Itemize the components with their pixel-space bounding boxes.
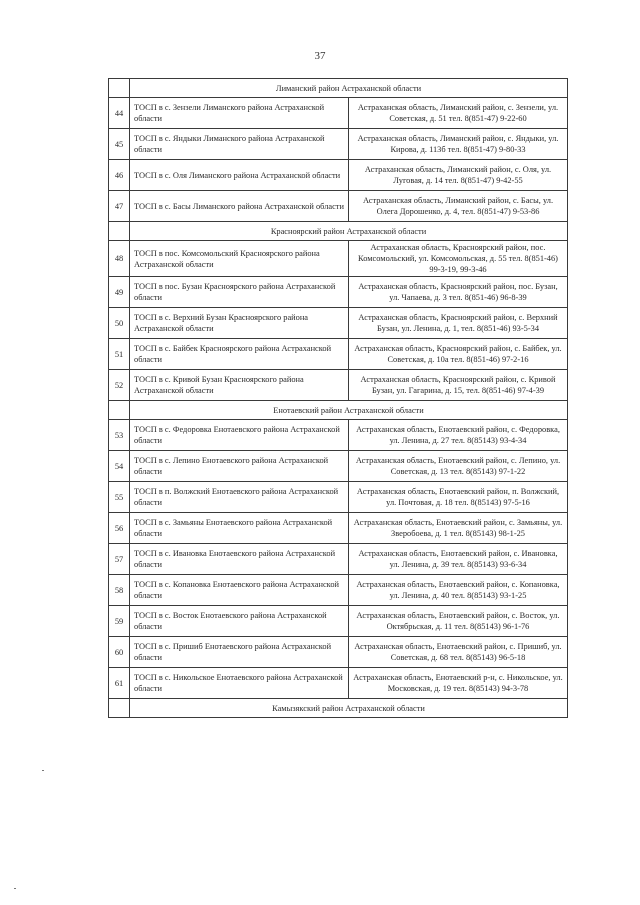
scan-speck <box>42 770 44 771</box>
office-name: ТОСП в с. Никольское Енотаевского района Астраханской области <box>130 668 349 699</box>
row-number: 47 <box>109 191 130 222</box>
office-address: Астраханская область, Енотаевский район, с. Восток, ул. Октябрьская, д. 11 тел. 8(85143) 96-1-76 <box>349 606 568 637</box>
table-row <box>109 129 568 160</box>
row-number: 44 <box>109 98 130 129</box>
row-number: 53 <box>109 420 130 451</box>
office-name: ТОСП в с. Лепино Енотаевского района Астраханской области <box>130 451 349 482</box>
office-address: Астраханская область, Красноярский район, с. Кривой Бузан, ул. Гагарина, д. 15, тел. 8(851-46) 97-4-39 <box>349 370 568 401</box>
table-row <box>109 241 568 277</box>
office-address: Астраханская область, Енотаевский р-н, с. Никольское, ул. Московская, д. 19 тел. 8(85143) 94-3-78 <box>349 668 568 699</box>
table-row <box>109 160 568 191</box>
office-name: ТОСП в пос. Комсомольский Красноярского района Астраханской области <box>130 241 349 277</box>
row-number: 57 <box>109 544 130 575</box>
row-number: 55 <box>109 482 130 513</box>
section-title: Камызякский район Астраханской области <box>130 699 568 718</box>
table-row <box>109 575 568 606</box>
table-row <box>109 668 568 699</box>
row-number: 61 <box>109 668 130 699</box>
row-number: 54 <box>109 451 130 482</box>
office-address: Астраханская область, Енотаевский район, с. Федоровка, ул. Ленина, д. 27 тел. 8(85143) 93-4-34 <box>349 420 568 451</box>
table-row <box>109 482 568 513</box>
row-number: 46 <box>109 160 130 191</box>
row-number: 52 <box>109 370 130 401</box>
table-row <box>109 277 568 308</box>
office-name: ТОСП в с. Кривой Бузан Красноярского района Астраханской области <box>130 370 349 401</box>
office-address: Астраханская область, Лиманский район, с. Оля, ул. Луговая, д. 14 тел. 8(851-47) 9-42-55 <box>349 160 568 191</box>
table-row <box>109 451 568 482</box>
page-number: 37 <box>314 50 326 62</box>
table-row <box>109 606 568 637</box>
office-address: Астраханская область, Енотаевский район, с. Копановка, ул. Ленина, д. 40 тел. 8(85143) 93-1-25 <box>349 575 568 606</box>
office-address: Астраханская область, Красноярский район, с. Байбек, ул. Советская, д. 10а тел. 8(851-46) 97-2-16 <box>349 339 568 370</box>
section-header <box>109 401 568 420</box>
office-address: Астраханская область, Енотаевский район, с. Лепино, ул. Советская, д. 13 тел. 8(85143) 97-1-22 <box>349 451 568 482</box>
office-name: ТОСП в с. Замьяны Енотаевского района Астраханской области <box>130 513 349 544</box>
table-row <box>109 513 568 544</box>
row-number: 50 <box>109 308 130 339</box>
table-row <box>109 637 568 668</box>
office-name: ТОСП в с. Басы Лиманского района Астраханской области <box>130 191 349 222</box>
office-name: ТОСП в с. Федоровка Енотаевского района Астраханской области <box>130 420 349 451</box>
office-address: Астраханская область, Енотаевский район, с. Ивановка, ул. Ленина, д. 39 тел. 8(85143) 93-6-34 <box>349 544 568 575</box>
office-address: Астраханская область, Красноярский район, пос. Бузан, ул. Чапаева, д. 3 тел. 8(851-46) 96-8-39 <box>349 277 568 308</box>
table-row <box>109 420 568 451</box>
office-address: Астраханская область, Красноярский район, с. Верхний Бузан, ул. Ленина, д. 1, тел. 8(851-46) 93-5-34 <box>349 308 568 339</box>
office-name: ТОСП в с. Восток Енотаевского района Астраханской области <box>130 606 349 637</box>
section-header <box>109 79 568 98</box>
row-number: 56 <box>109 513 130 544</box>
table-row <box>109 544 568 575</box>
office-name: ТОСП в с. Байбек Красноярского района Астраханской области <box>130 339 349 370</box>
section-header <box>109 699 568 718</box>
office-address: Астраханская область, Енотаевский район, с. Замьяны, ул. Зверобоева, д. 1 тел. 8(85143) 98-1-25 <box>349 513 568 544</box>
office-name: ТОСП в пос. Бузан Красноярского района Астраханской области <box>130 277 349 308</box>
office-address: Астраханская область, Енотаевский район, п. Волжский, ул. Почтовая, д. 18 тел. 8(85143) 97-5-16 <box>349 482 568 513</box>
row-number: 51 <box>109 339 130 370</box>
office-name: ТОСП в с. Зензели Лиманского района Астраханской области <box>130 98 349 129</box>
table-row <box>109 339 568 370</box>
office-name: ТОСП в с. Яндыки Лиманского района Астраханской области <box>130 129 349 160</box>
office-address: Астраханская область, Лиманский район, с. Яндыки, ул. Кирова, д. 113б тел. 8(851-47) 9-80-33 <box>349 129 568 160</box>
section-title: Красноярский район Астраханской области <box>130 222 568 241</box>
section-title: Енотаевский район Астраханской области <box>130 401 568 420</box>
office-name: ТОСП в с. Ивановка Енотаевского района Астраханской области <box>130 544 349 575</box>
office-name: ТОСП в с. Копановка Енотаевского района Астраханской области <box>130 575 349 606</box>
row-number: 49 <box>109 277 130 308</box>
locations-table <box>108 78 568 718</box>
office-name: ТОСП в с. Оля Лиманского района Астраханской области <box>130 160 349 191</box>
row-number: 48 <box>109 241 130 277</box>
office-name: ТОСП в с. Верхний Бузан Красноярского района Астраханской области <box>130 308 349 339</box>
row-number: 59 <box>109 606 130 637</box>
office-address: Астраханская область, Лиманский район, с. Басы, ул. Олега Дорошенко, д. 4, тел. 8(851-47) 9-53-86 <box>349 191 568 222</box>
scan-speck <box>14 888 16 889</box>
row-number: 60 <box>109 637 130 668</box>
table-row <box>109 191 568 222</box>
office-address: Астраханская область, Лиманский район, с. Зензели, ул. Советская, д. 51 тел. 8(851-47) 9-22-60 <box>349 98 568 129</box>
row-number: 45 <box>109 129 130 160</box>
table-row <box>109 308 568 339</box>
office-address: Астраханская область, Красноярский район, пос. Комсомольский, ул. Комсомольская, д. 55 тел. 8(851-46) 99-3-19, 99-3-46 <box>349 241 568 277</box>
office-name: ТОСП в п. Волжский Енотаевского района Астраханской области <box>130 482 349 513</box>
office-address: Астраханская область, Енотаевский район, с. Пришиб, ул. Советская, д. 68 тел. 8(85143) 96-5-18 <box>349 637 568 668</box>
office-name: ТОСП в с. Пришиб Енотаевского района Астраханской области <box>130 637 349 668</box>
row-number: 58 <box>109 575 130 606</box>
section-title: Лиманский район Астраханской области <box>130 79 568 98</box>
table-row <box>109 98 568 129</box>
section-header <box>109 222 568 241</box>
table-row <box>109 370 568 401</box>
